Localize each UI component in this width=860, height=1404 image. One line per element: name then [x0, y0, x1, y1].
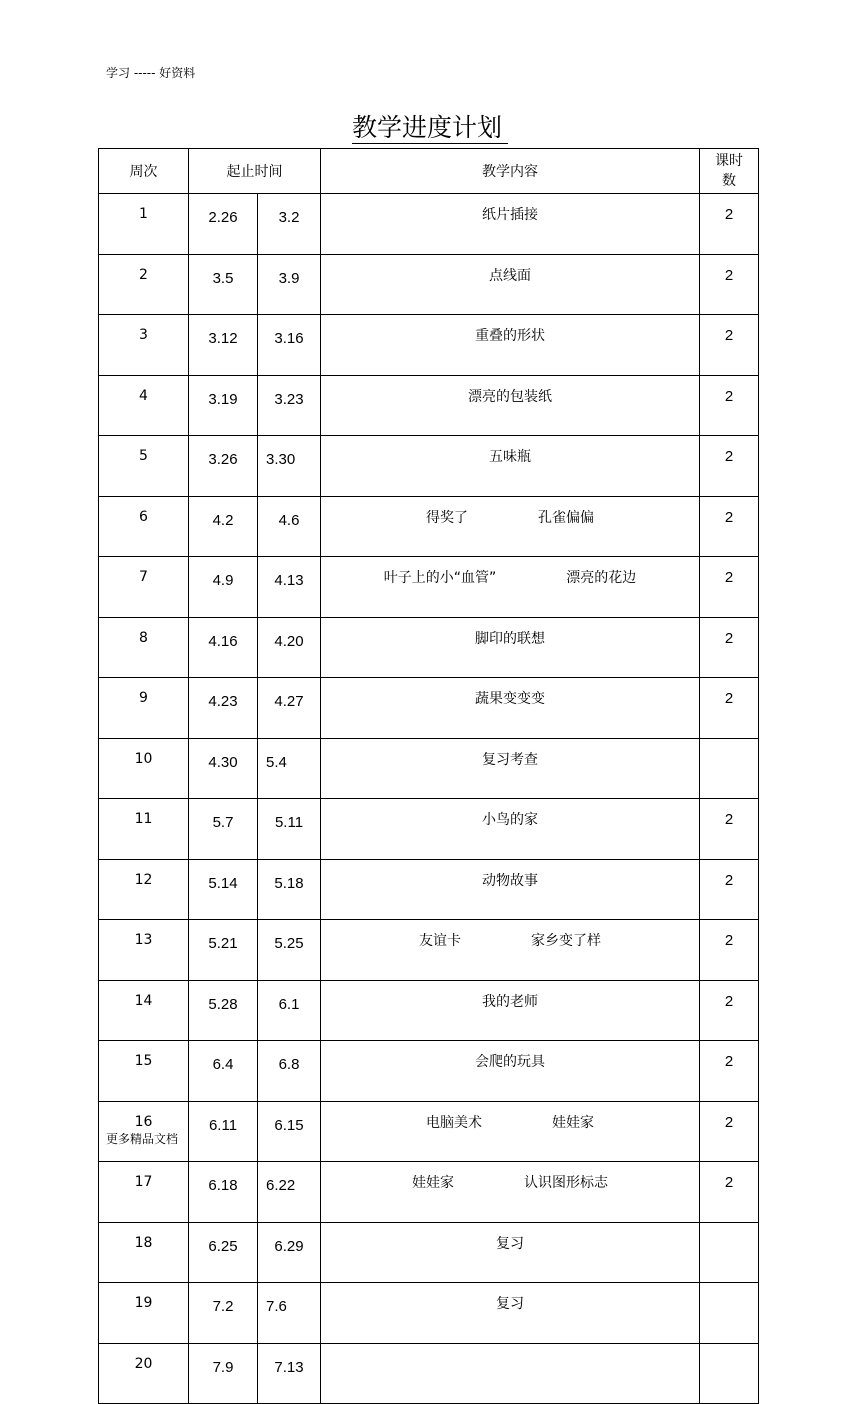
table-row	[99, 496, 759, 557]
week-cell: 11	[99, 799, 189, 860]
content-cell	[321, 557, 700, 618]
end-date-cell: 6.29	[258, 1222, 321, 1283]
content-cell	[321, 254, 700, 315]
table-row	[99, 1162, 759, 1223]
hours-cell: 2	[700, 920, 759, 981]
lesson-title: 漂亮的花边	[566, 570, 637, 586]
week-cell: 3	[99, 315, 189, 376]
table-row	[99, 920, 759, 981]
hours-cell: 2	[700, 436, 759, 497]
week-cell: 12	[99, 859, 189, 920]
start-date-cell: 4.23	[189, 678, 258, 739]
table-row	[99, 1101, 759, 1162]
end-date-cell: 7.6	[258, 1283, 321, 1344]
header-hours-line1: 课时	[715, 153, 743, 169]
start-date-cell: 3.26	[189, 436, 258, 497]
header-hours-line2: 数	[722, 173, 736, 189]
table-row	[99, 678, 759, 739]
week-cell: 8	[99, 617, 189, 678]
hours-cell: 2	[700, 254, 759, 315]
week-cell: 5	[99, 436, 189, 497]
lesson-title: 五味瓶	[489, 449, 531, 465]
lesson-title: 孔雀偏偏	[538, 509, 594, 526]
week-cell: 4	[99, 375, 189, 436]
table-row	[99, 315, 759, 376]
hours-cell: 2	[700, 678, 759, 739]
start-date-cell: 6.25	[189, 1222, 258, 1283]
start-date-cell: 3.12	[189, 315, 258, 376]
start-date-cell: 6.4	[189, 1041, 258, 1102]
end-date-cell: 5.18	[258, 859, 321, 920]
week-cell: 14	[99, 980, 189, 1041]
table-row	[99, 436, 759, 497]
header-hours	[700, 149, 759, 194]
lesson-title: 认识图形标志	[524, 1175, 608, 1191]
start-date-cell: 3.5	[189, 254, 258, 315]
lesson-title: 点线面	[489, 267, 531, 284]
lesson-title: 脚印的联想	[475, 630, 545, 647]
lesson-title: 得奖了	[426, 509, 468, 526]
end-date-cell: 6.15	[258, 1101, 321, 1162]
table-row	[99, 254, 759, 315]
week-cell: 16	[99, 1101, 189, 1162]
table-row	[99, 738, 759, 799]
start-date-cell: 6.11	[189, 1101, 258, 1162]
content-cell	[321, 194, 700, 255]
start-date-cell: 4.9	[189, 557, 258, 618]
content-cell	[321, 738, 700, 799]
table-row	[99, 617, 759, 678]
hours-cell	[700, 1343, 759, 1404]
end-date-cell: 6.22	[258, 1162, 321, 1223]
content-cell	[321, 1222, 700, 1283]
hours-cell: 2	[700, 980, 759, 1041]
lesson-title: 会爬的玩具	[475, 1054, 545, 1070]
week-cell: 2	[99, 254, 189, 315]
end-date-cell: 3.16	[258, 315, 321, 376]
hours-cell: 2	[700, 557, 759, 618]
table-row	[99, 799, 759, 860]
content-cell	[321, 799, 700, 860]
table-row	[99, 1222, 759, 1283]
lesson-title: 家乡变了样	[531, 933, 601, 949]
lesson-title: 娃娃家	[552, 1114, 594, 1131]
end-date-cell: 4.20	[258, 617, 321, 678]
content-cell	[321, 1101, 700, 1162]
start-date-cell: 5.14	[189, 859, 258, 920]
page-title: 教学进度计划	[352, 113, 508, 144]
lesson-title: 复习	[496, 1235, 524, 1252]
week-cell: 6	[99, 496, 189, 557]
header-note: 学习 ----- 好资料	[106, 66, 196, 80]
content-cell	[321, 1041, 700, 1102]
week-cell: 13	[99, 920, 189, 981]
hours-cell: 2	[700, 617, 759, 678]
start-date-cell: 5.28	[189, 980, 258, 1041]
start-date-cell: 4.2	[189, 496, 258, 557]
start-date-cell: 4.16	[189, 617, 258, 678]
hours-cell: 2	[700, 194, 759, 255]
end-date-cell: 5.4	[258, 738, 321, 799]
content-cell	[321, 315, 700, 376]
page-title-wrap	[0, 108, 860, 144]
table-row	[99, 1283, 759, 1344]
start-date-cell: 7.2	[189, 1283, 258, 1344]
content-cell	[321, 1162, 700, 1223]
content-cell	[321, 1343, 700, 1404]
hours-cell	[700, 1222, 759, 1283]
header-dates: 起止时间	[189, 149, 321, 194]
table-row	[99, 980, 759, 1041]
week-cell: 15	[99, 1041, 189, 1102]
week-cell: 19	[99, 1283, 189, 1344]
end-date-cell: 5.11	[258, 799, 321, 860]
week-cell: 1	[99, 194, 189, 255]
end-date-cell: 3.2	[258, 194, 321, 255]
start-date-cell: 5.21	[189, 920, 258, 981]
start-date-cell: 2.26	[189, 194, 258, 255]
lesson-title: 蔬果变变变	[475, 691, 545, 707]
lesson-title: 小鸟的家	[482, 812, 538, 828]
end-date-cell: 5.25	[258, 920, 321, 981]
end-date-cell: 4.6	[258, 496, 321, 557]
content-cell	[321, 678, 700, 739]
start-date-cell: 4.30	[189, 738, 258, 799]
table-row	[99, 1343, 759, 1404]
lesson-title: 重叠的形状	[475, 328, 545, 344]
week-cell: 7	[99, 557, 189, 618]
week-cell: 10	[99, 738, 189, 799]
content-cell	[321, 920, 700, 981]
lesson-title: 复习考查	[482, 751, 538, 768]
table-row	[99, 194, 759, 255]
table-row	[99, 859, 759, 920]
end-date-cell: 4.27	[258, 678, 321, 739]
header-week: 周次	[99, 149, 189, 194]
end-date-cell: 7.13	[258, 1343, 321, 1404]
table-row	[99, 375, 759, 436]
week-cell: 9	[99, 678, 189, 739]
content-cell	[321, 496, 700, 557]
table-row	[99, 557, 759, 618]
hours-cell: 2	[700, 375, 759, 436]
table-header-row	[99, 149, 759, 194]
end-date-cell: 3.30	[258, 436, 321, 497]
hours-cell: 2	[700, 859, 759, 920]
schedule-table	[98, 148, 759, 1404]
lesson-title: 漂亮的包装纸	[468, 388, 552, 405]
end-date-cell: 6.8	[258, 1041, 321, 1102]
hours-cell: 2	[700, 1041, 759, 1102]
hours-cell: 2	[700, 799, 759, 860]
hours-cell	[700, 738, 759, 799]
end-date-cell: 3.23	[258, 375, 321, 436]
table-row	[99, 1041, 759, 1102]
footer-note: 更多精品文档	[106, 1132, 179, 1146]
lesson-title: 娃娃家	[412, 1175, 454, 1191]
start-date-cell: 7.9	[189, 1343, 258, 1404]
start-date-cell: 6.18	[189, 1162, 258, 1223]
lesson-title: 动物故事	[482, 872, 538, 889]
content-cell	[321, 980, 700, 1041]
content-cell	[321, 617, 700, 678]
hours-cell: 2	[700, 315, 759, 376]
end-date-cell: 3.9	[258, 254, 321, 315]
week-cell: 17	[99, 1162, 189, 1223]
lesson-title: 我的老师	[482, 993, 538, 1010]
week-cell: 18	[99, 1222, 189, 1283]
hours-cell: 2	[700, 496, 759, 557]
content-cell	[321, 859, 700, 920]
end-date-cell: 4.13	[258, 557, 321, 618]
week-cell: 20	[99, 1343, 189, 1404]
lesson-title: 友谊卡	[419, 933, 461, 949]
content-cell	[321, 375, 700, 436]
lesson-title: 纸片插接	[482, 207, 538, 223]
lesson-title: 叶子上的小“血管”	[383, 570, 497, 586]
table-body	[99, 194, 759, 1404]
end-date-cell: 6.1	[258, 980, 321, 1041]
lesson-title: 复习	[496, 1296, 524, 1312]
hours-cell: 2	[700, 1101, 759, 1162]
hours-cell: 2	[700, 1162, 759, 1223]
lesson-title: 电脑美术	[426, 1114, 482, 1131]
content-cell	[321, 1283, 700, 1344]
hours-cell	[700, 1283, 759, 1344]
content-cell	[321, 436, 700, 497]
header-content: 教学内容	[321, 149, 700, 194]
start-date-cell: 5.7	[189, 799, 258, 860]
start-date-cell: 3.19	[189, 375, 258, 436]
